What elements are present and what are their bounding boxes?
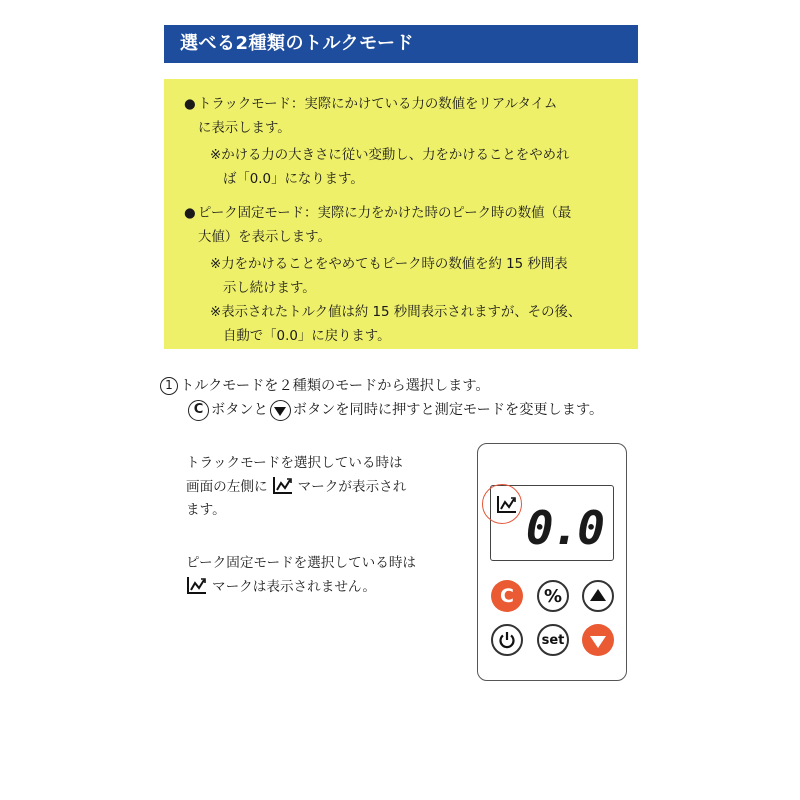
set-button: set (537, 624, 569, 656)
step-text: トルクモードを２種類のモードから選択します。 (180, 378, 490, 394)
desc-line: ます。 (186, 502, 226, 518)
display-value: 0.0 (525, 501, 603, 555)
step-line-1 (160, 374, 603, 398)
torque-device-illustration (477, 443, 627, 681)
step-instructions (160, 374, 603, 422)
note-text: ピーク固定モード：実際に力をかけた時のピーク時の数値（最 (198, 206, 572, 221)
up-button (582, 580, 614, 612)
down-button-icon (270, 400, 291, 421)
track-mode-description (186, 452, 406, 522)
note-text: 大値）を表示します。 (198, 230, 331, 245)
note-subtext-line: ※かける力の大きさに従い変動し、力をかけることをやめれ (210, 148, 570, 163)
down-triangle-icon (590, 636, 606, 648)
power-icon (497, 630, 517, 650)
desc-text: 画面の左側に (186, 479, 268, 495)
note-subtext-line: ば「0.0」になります。 (223, 172, 364, 187)
step-number: 1 (160, 377, 178, 395)
bullet: ● (184, 97, 196, 112)
note-subtext (198, 144, 638, 192)
step-line-2 (160, 398, 603, 422)
note-subtext-line: 示し続けます。 (223, 281, 316, 296)
c-button: C (491, 580, 523, 612)
desc-line (186, 575, 416, 599)
note-item-track (184, 93, 638, 192)
desc-line (186, 475, 406, 499)
section-title-banner: 選べる2種類のトルクモード (164, 25, 638, 63)
desc-line: ピーク固定モードを選択している時は (186, 555, 417, 571)
note-subtext-line: ※力をかけることをやめてもピーク時の数値を約 15 秒間表 (210, 257, 568, 272)
step-text: ボタンを同時に押すと測定モードを変更します。 (292, 402, 604, 418)
down-button (582, 624, 614, 656)
percent-button: % (537, 580, 569, 612)
bullet: ● (184, 206, 196, 221)
mode-notes-box (164, 79, 638, 349)
note-text: トラックモード：実際にかけている力の数値をリアルタイム (198, 97, 558, 112)
peak-mode-description (186, 552, 416, 599)
power-button (491, 624, 523, 656)
note-subtext-line: ※表示されたトルク値は約 15 秒間表示されますが、その後、 (210, 305, 582, 320)
track-mode-mark-icon (186, 575, 208, 595)
up-triangle-icon (590, 589, 606, 601)
step-text: ボタンと (211, 402, 268, 418)
highlight-circle (482, 484, 522, 524)
desc-text: マークは表示されません。 (212, 579, 376, 595)
desc-line: トラックモードを選択している時は (186, 455, 403, 471)
note-subtext (198, 253, 638, 349)
track-mode-mark-icon (272, 475, 294, 495)
desc-text: マークが表示され (297, 479, 407, 495)
note-item-peak (184, 202, 638, 349)
c-button-icon: C (188, 400, 209, 421)
note-text: に表示します。 (198, 121, 291, 136)
note-subtext-line: 自動で「0.0」に戻ります。 (223, 329, 391, 344)
